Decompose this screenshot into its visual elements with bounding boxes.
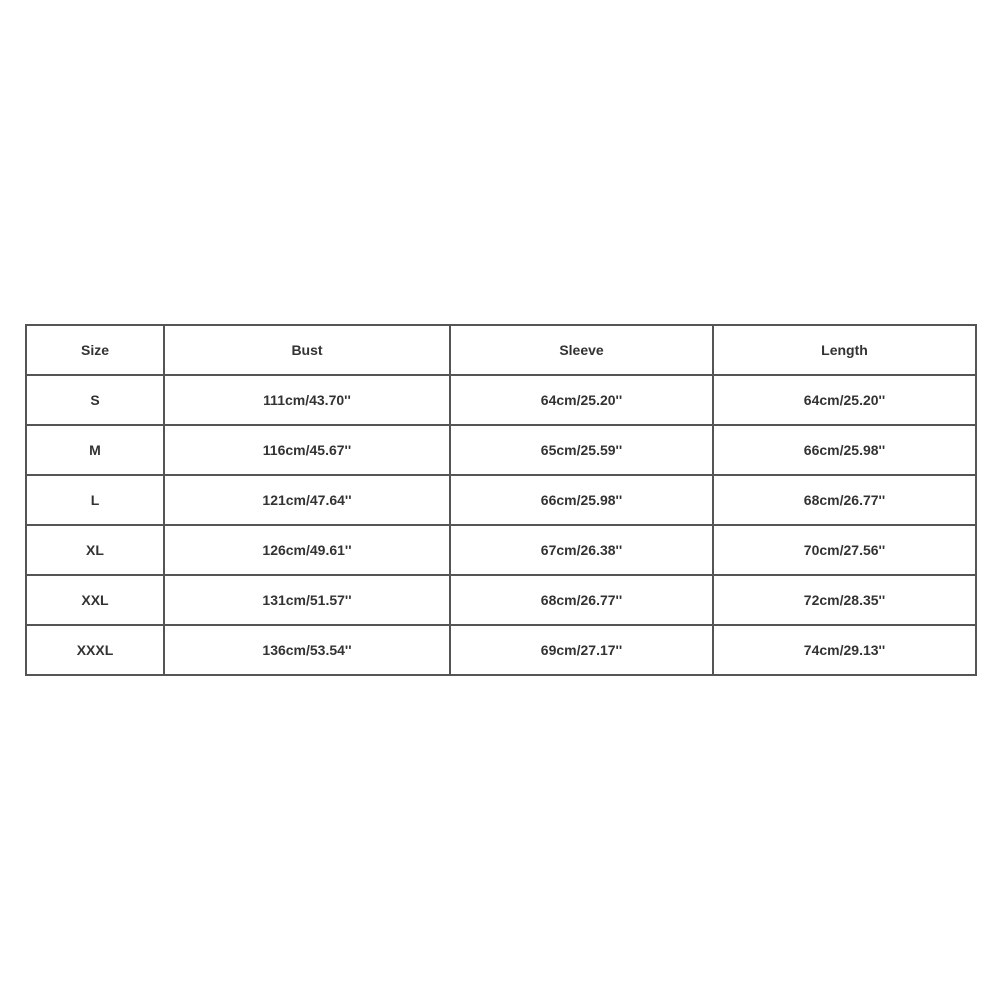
length-cell: 64cm/25.20'' [713, 375, 976, 425]
size-cell: XXL [26, 575, 164, 625]
bust-cell: 121cm/47.64'' [164, 475, 450, 525]
length-cell: 74cm/29.13'' [713, 625, 976, 675]
table-row [26, 475, 976, 525]
table-row [26, 525, 976, 575]
table-row [26, 425, 976, 475]
sleeve-cell: 69cm/27.17'' [450, 625, 713, 675]
header-sleeve: Sleeve [450, 325, 713, 375]
size-cell: L [26, 475, 164, 525]
table-row [26, 625, 976, 675]
size-cell: XXXL [26, 625, 164, 675]
header-length: Length [713, 325, 976, 375]
sleeve-cell: 64cm/25.20'' [450, 375, 713, 425]
size-cell: S [26, 375, 164, 425]
bust-cell: 111cm/43.70'' [164, 375, 450, 425]
length-cell: 70cm/27.56'' [713, 525, 976, 575]
header-row [26, 325, 976, 375]
table-row [26, 375, 976, 425]
bust-cell: 126cm/49.61'' [164, 525, 450, 575]
table-row [26, 575, 976, 625]
bust-cell: 116cm/45.67'' [164, 425, 450, 475]
size-cell: XL [26, 525, 164, 575]
table-body [26, 375, 976, 675]
size-chart-table [25, 324, 977, 676]
sleeve-cell: 68cm/26.77'' [450, 575, 713, 625]
header-size: Size [26, 325, 164, 375]
size-cell: M [26, 425, 164, 475]
length-cell: 68cm/26.77'' [713, 475, 976, 525]
sleeve-cell: 66cm/25.98'' [450, 475, 713, 525]
table-header [26, 325, 976, 375]
bust-cell: 131cm/51.57'' [164, 575, 450, 625]
bust-cell: 136cm/53.54'' [164, 625, 450, 675]
length-cell: 66cm/25.98'' [713, 425, 976, 475]
sleeve-cell: 65cm/25.59'' [450, 425, 713, 475]
header-bust: Bust [164, 325, 450, 375]
length-cell: 72cm/28.35'' [713, 575, 976, 625]
sleeve-cell: 67cm/26.38'' [450, 525, 713, 575]
